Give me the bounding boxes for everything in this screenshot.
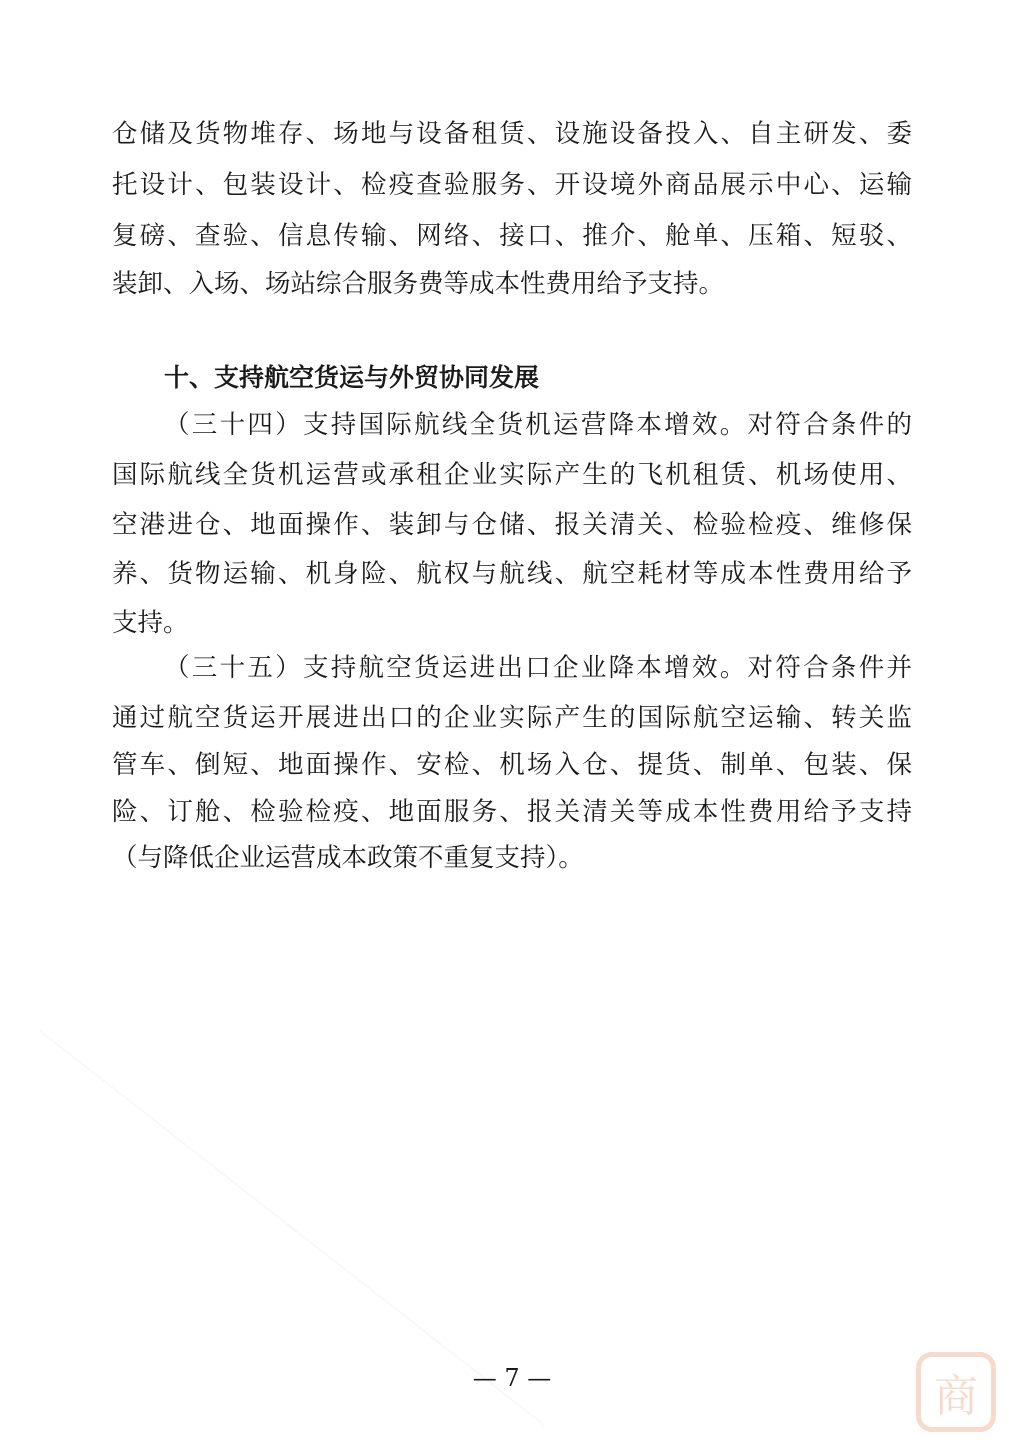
text-line: 装卸、入场、场站综合服务费等成本性费用给予支持。 — [112, 269, 725, 299]
text-line: 国际航线全货机运营或承租企业实际产生的飞机租赁、机场使用、 — [112, 460, 912, 490]
text-line: 托设计、包装设计、检疫查验服务、开设境外商品展示中心、运输 — [112, 170, 912, 200]
text-line: 通过航空货运开展进出口的企业实际产生的国际航空运输、转关监 — [112, 703, 912, 733]
text-line: （与降低企业运营成本政策不重复支持）。 — [112, 843, 584, 873]
text-line: 支持。 — [112, 608, 189, 638]
text-line: 养、货物运输、机身险、航权与航线、航空耗材等成本性费用给予 — [112, 559, 912, 589]
watermark-logo-icon: 商 — [916, 1352, 996, 1432]
page-number: — 7 — — [472, 1364, 552, 1392]
text-line: 仓储及货物堆存、场地与设备租赁、设施设备投入、自主研发、委 — [112, 119, 912, 149]
text-line: （三十五）支持航空货运进出口企业降本增效。对符合条件并 — [164, 653, 912, 683]
text-line: （三十四）支持国际航线全货机运营降本增效。对符合条件的 — [164, 410, 912, 440]
section-heading: 十、支持航空货运与外贸协同发展 — [164, 363, 540, 392]
text-line: 管车、倒短、地面操作、安检、机场入仓、提货、制单、包装、保 — [112, 750, 912, 780]
text-line: 险、订舱、检验检疫、地面服务、报关清关等成本性费用给予支持 — [112, 797, 912, 827]
text-line: 空港进仓、地面操作、装卸与仓储、报关清关、检验检疫、维修保 — [112, 510, 912, 540]
text-line: 复磅、查验、信息传输、网络、接口、推介、舱单、压箱、短驳、 — [112, 221, 912, 251]
